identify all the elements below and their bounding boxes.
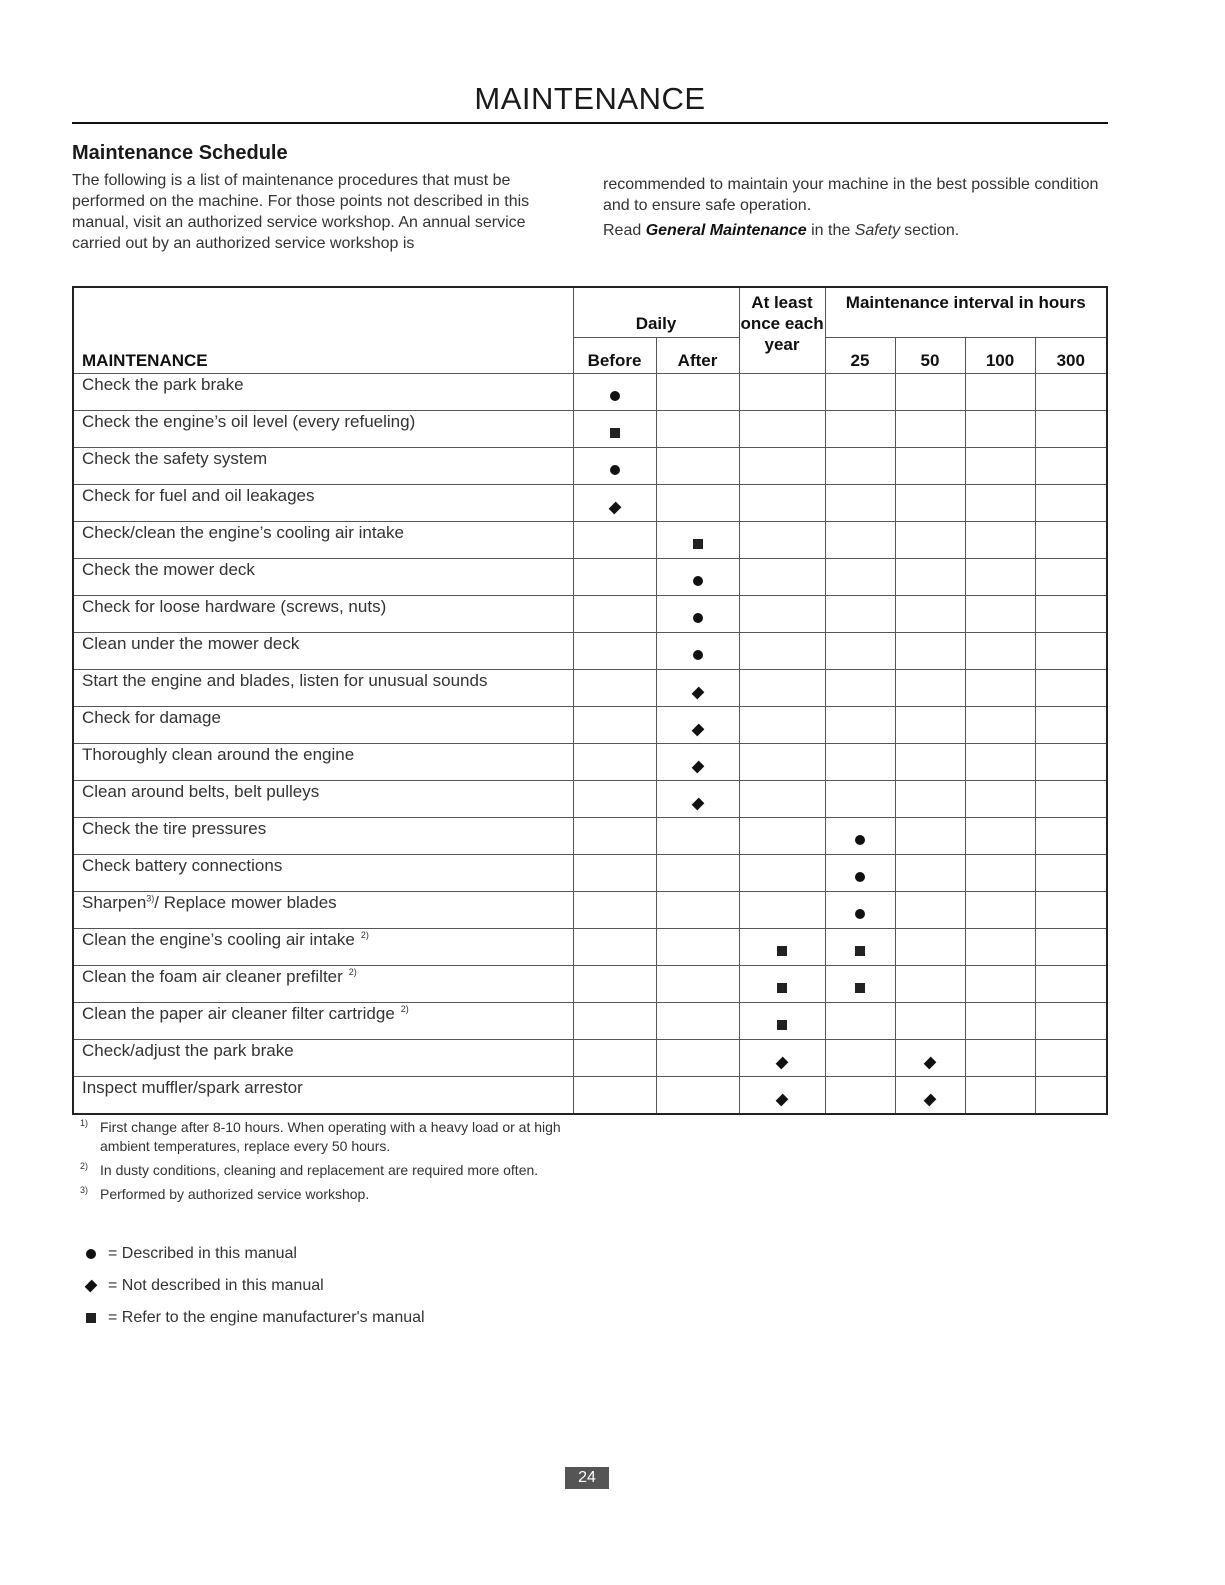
schedule-cell — [739, 1002, 825, 1039]
square-icon — [855, 983, 865, 993]
schedule-cell — [965, 891, 1035, 928]
schedule-cell — [739, 632, 825, 669]
circle-icon — [610, 391, 620, 401]
task-cell — [73, 1039, 573, 1076]
schedule-cell — [895, 447, 965, 484]
table-row — [73, 521, 1107, 558]
schedule-cell — [895, 854, 965, 891]
read-prefix: Read — [603, 222, 642, 239]
square-icon — [610, 428, 620, 438]
schedule-cell — [895, 632, 965, 669]
schedule-cell — [895, 780, 965, 817]
schedule-cell — [656, 632, 739, 669]
schedule-cell — [656, 1039, 739, 1076]
schedule-cell — [573, 928, 656, 965]
table-row — [73, 928, 1107, 965]
table-row — [73, 410, 1107, 447]
schedule-cell — [739, 928, 825, 965]
intro-text-right — [603, 174, 1108, 241]
diamond-icon — [924, 1093, 937, 1106]
task-cell — [73, 447, 573, 484]
schedule-cell — [1035, 447, 1107, 484]
schedule-cell — [656, 706, 739, 743]
schedule-cell — [895, 373, 965, 410]
schedule-cell — [965, 928, 1035, 965]
task-label: Clean the engine’s cooling air intake — [82, 929, 355, 949]
schedule-cell — [656, 373, 739, 410]
schedule-cell — [825, 706, 895, 743]
schedule-cell — [895, 1076, 965, 1114]
schedule-cell — [573, 521, 656, 558]
legend-text: = Refer to the engine manufacturer's manual — [108, 1309, 425, 1326]
schedule-cell — [573, 595, 656, 632]
task-cell — [73, 1076, 573, 1114]
footnote-text: First change after 8-10 hours. When operating with a heavy load or at high ambient temperatures, replace every 50 hours. — [100, 1119, 561, 1154]
task-cell — [73, 780, 573, 817]
task-cell — [73, 558, 573, 595]
task-cell — [73, 817, 573, 854]
schedule-cell — [1035, 928, 1107, 965]
schedule-cell — [965, 632, 1035, 669]
schedule-cell — [965, 410, 1035, 447]
schedule-cell — [825, 669, 895, 706]
schedule-cell — [825, 891, 895, 928]
diamond-icon — [691, 797, 704, 810]
circle-icon — [855, 872, 865, 882]
legend-described — [82, 1238, 425, 1270]
schedule-cell — [965, 1076, 1035, 1114]
schedule-cell — [739, 965, 825, 1002]
schedule-cell — [1035, 373, 1107, 410]
schedule-cell — [825, 817, 895, 854]
circle-icon — [693, 613, 703, 623]
diamond-icon — [776, 1056, 789, 1069]
schedule-cell — [739, 780, 825, 817]
task-label: Inspect muffler/spark arrestor — [82, 1077, 303, 1097]
schedule-cell — [1035, 965, 1107, 1002]
task-label: Check the engine’s oil level (every refueling) — [82, 411, 416, 431]
schedule-cell — [1035, 558, 1107, 595]
schedule-cell — [656, 891, 739, 928]
title-divider — [72, 122, 1108, 124]
task-label: Check for damage — [82, 707, 221, 727]
schedule-cell — [573, 706, 656, 743]
header-once-a-year: At least once each year — [739, 287, 825, 373]
task-label: Sharpen — [82, 892, 147, 912]
table-row — [73, 854, 1107, 891]
table-row — [73, 965, 1107, 1002]
square-icon — [777, 983, 787, 993]
diamond-icon — [691, 760, 704, 773]
task-cell — [73, 928, 573, 965]
table-row — [73, 447, 1107, 484]
schedule-cell — [1035, 410, 1107, 447]
schedule-cell — [825, 1039, 895, 1076]
schedule-cell — [739, 595, 825, 632]
header-blank — [73, 287, 573, 337]
schedule-cell — [895, 965, 965, 1002]
schedule-cell — [1035, 669, 1107, 706]
schedule-cell — [825, 928, 895, 965]
table-row — [73, 817, 1107, 854]
schedule-cell — [656, 780, 739, 817]
schedule-cell — [656, 521, 739, 558]
schedule-cell — [573, 854, 656, 891]
schedule-cell — [739, 891, 825, 928]
task-cell — [73, 965, 573, 1002]
schedule-cell — [825, 854, 895, 891]
task-cell — [73, 854, 573, 891]
schedule-cell — [825, 373, 895, 410]
task-cell — [73, 1002, 573, 1039]
section-heading: Maintenance Schedule — [72, 142, 288, 164]
table-row — [73, 1039, 1107, 1076]
schedule-cell — [739, 743, 825, 780]
header-maintenance-interval: Maintenance interval in hours — [825, 287, 1107, 337]
schedule-cell — [965, 1039, 1035, 1076]
header-100-hours: 100 — [965, 337, 1035, 373]
schedule-cell — [1035, 632, 1107, 669]
task-label: Check the mower deck — [82, 559, 255, 579]
read-middle: in the — [811, 222, 851, 239]
schedule-cell — [656, 965, 739, 1002]
circle-icon — [610, 465, 620, 475]
schedule-cell — [825, 558, 895, 595]
header-maintenance: MAINTENANCE — [73, 337, 573, 373]
header-25-hours: 25 — [825, 337, 895, 373]
schedule-cell — [656, 854, 739, 891]
schedule-cell — [739, 1039, 825, 1076]
footnote-ref: 2) — [400, 1003, 409, 1014]
general-maintenance-reference: General Maintenance — [645, 222, 807, 239]
schedule-cell — [825, 484, 895, 521]
task-label: Clean under the mower deck — [82, 633, 300, 653]
maintenance-schedule-table — [72, 286, 1108, 1115]
square-icon — [82, 1313, 100, 1323]
task-label-continued: / Replace mower blades — [154, 892, 337, 912]
schedule-cell — [573, 632, 656, 669]
legend-text: = Described in this manual — [108, 1245, 297, 1262]
schedule-body — [73, 373, 1107, 1114]
schedule-cell — [739, 558, 825, 595]
table-row — [73, 1076, 1107, 1114]
schedule-cell — [895, 1039, 965, 1076]
schedule-cell — [739, 706, 825, 743]
schedule-cell — [965, 669, 1035, 706]
schedule-cell — [1035, 706, 1107, 743]
footnote-ref: 3) — [146, 892, 155, 903]
schedule-cell — [573, 447, 656, 484]
schedule-cell — [825, 521, 895, 558]
schedule-cell — [1035, 891, 1107, 928]
circle-icon — [855, 835, 865, 845]
circle-icon — [855, 909, 865, 919]
schedule-cell — [656, 595, 739, 632]
schedule-cell — [573, 484, 656, 521]
schedule-cell — [1035, 595, 1107, 632]
task-label: Clean the foam air cleaner prefilter — [82, 966, 343, 986]
schedule-cell — [1035, 817, 1107, 854]
schedule-cell — [895, 410, 965, 447]
schedule-cell — [965, 595, 1035, 632]
schedule-cell — [739, 854, 825, 891]
schedule-cell — [573, 669, 656, 706]
schedule-cell — [895, 817, 965, 854]
schedule-cell — [965, 817, 1035, 854]
read-suffix: section. — [904, 222, 960, 239]
schedule-cell — [825, 595, 895, 632]
schedule-cell — [1035, 854, 1107, 891]
task-cell — [73, 632, 573, 669]
table-row — [73, 558, 1107, 595]
task-label: Start the engine and blades, listen for unusual sounds — [82, 670, 488, 690]
schedule-cell — [895, 669, 965, 706]
table-row — [73, 706, 1107, 743]
task-label: Check for fuel and oil leakages — [82, 485, 315, 505]
legend-engine-manual — [82, 1302, 425, 1334]
table-row — [73, 484, 1107, 521]
schedule-cell — [825, 1076, 895, 1114]
schedule-cell — [656, 447, 739, 484]
task-label: Check for loose hardware (screws, nuts) — [82, 596, 387, 616]
schedule-cell — [656, 410, 739, 447]
diamond-icon — [776, 1093, 789, 1106]
schedule-cell — [656, 1002, 739, 1039]
schedule-cell — [965, 854, 1035, 891]
header-before: Before — [573, 337, 656, 373]
schedule-cell — [1035, 780, 1107, 817]
schedule-cell — [656, 558, 739, 595]
schedule-cell — [1035, 1076, 1107, 1114]
table-row — [73, 632, 1107, 669]
schedule-cell — [895, 558, 965, 595]
header-300-hours: 300 — [1035, 337, 1107, 373]
footnote-ref: 2) — [348, 966, 357, 977]
footnote-text: In dusty conditions, cleaning and replacement are required more often. — [100, 1162, 539, 1178]
footnote-3 — [78, 1185, 598, 1204]
schedule-cell — [895, 1002, 965, 1039]
schedule-cell — [965, 780, 1035, 817]
schedule-cell — [895, 706, 965, 743]
legend-not-described — [82, 1270, 425, 1302]
task-label: Check the park brake — [82, 374, 244, 394]
footnote-number: 1) — [80, 1118, 89, 1128]
schedule-cell — [573, 817, 656, 854]
symbol-legend — [82, 1238, 425, 1334]
schedule-cell — [573, 1076, 656, 1114]
page-title: MAINTENANCE — [474, 81, 706, 116]
schedule-cell — [739, 521, 825, 558]
table-row — [73, 1002, 1107, 1039]
schedule-cell — [739, 817, 825, 854]
schedule-cell — [965, 373, 1035, 410]
schedule-cell — [1035, 743, 1107, 780]
table-row — [73, 373, 1107, 410]
footnote-ref: 2) — [360, 929, 369, 940]
schedule-cell — [825, 965, 895, 1002]
schedule-cell — [573, 1002, 656, 1039]
schedule-cell — [965, 447, 1035, 484]
schedule-cell — [739, 1076, 825, 1114]
legend-text: = Not described in this manual — [108, 1277, 324, 1294]
schedule-cell — [573, 1039, 656, 1076]
task-cell — [73, 484, 573, 521]
schedule-cell — [573, 373, 656, 410]
schedule-cell — [965, 484, 1035, 521]
intro-read-note — [603, 220, 1108, 241]
task-label: Check/clean the engine’s cooling air intake — [82, 522, 404, 542]
schedule-cell — [656, 1076, 739, 1114]
task-cell — [73, 521, 573, 558]
task-cell — [73, 669, 573, 706]
schedule-cell — [825, 632, 895, 669]
schedule-cell — [895, 891, 965, 928]
schedule-cell — [739, 447, 825, 484]
footnote-number: 2) — [80, 1161, 89, 1171]
task-cell — [73, 743, 573, 780]
schedule-cell — [739, 484, 825, 521]
schedule-cell — [965, 706, 1035, 743]
schedule-cell — [825, 410, 895, 447]
task-cell — [73, 891, 573, 928]
diamond-icon — [608, 501, 621, 514]
circle-icon — [82, 1249, 100, 1259]
schedule-cell — [825, 780, 895, 817]
schedule-cell — [895, 595, 965, 632]
header-50-hours: 50 — [895, 337, 965, 373]
schedule-cell — [739, 410, 825, 447]
schedule-cell — [895, 743, 965, 780]
footnotes — [78, 1118, 598, 1209]
schedule-cell — [1035, 521, 1107, 558]
schedule-cell — [573, 558, 656, 595]
safety-reference: Safety — [854, 222, 901, 239]
task-label: Thoroughly clean around the engine — [82, 744, 355, 764]
square-icon — [693, 539, 703, 549]
task-cell — [73, 595, 573, 632]
footnote-number: 3) — [80, 1185, 89, 1195]
table-row — [73, 669, 1107, 706]
task-label: Check the safety system — [82, 448, 268, 468]
footnote-1 — [78, 1118, 598, 1156]
table-row — [73, 743, 1107, 780]
task-label: Check/adjust the park brake — [82, 1040, 294, 1060]
diamond-icon — [924, 1056, 937, 1069]
circle-icon — [693, 576, 703, 586]
intro-text-left: The following is a list of maintenance procedures that must be performed on the machine. For those points not described in this manual, visit an authorized service workshop. An annual service carried out by an authorized service workshop is — [72, 172, 530, 252]
schedule-cell — [656, 743, 739, 780]
task-label: Check battery connections — [82, 855, 283, 875]
schedule-cell — [739, 373, 825, 410]
diamond-icon — [82, 1282, 100, 1290]
schedule-cell — [1035, 484, 1107, 521]
schedule-cell — [1035, 1002, 1107, 1039]
schedule-cell — [965, 965, 1035, 1002]
schedule-cell — [656, 669, 739, 706]
diamond-icon — [691, 723, 704, 736]
task-cell — [73, 373, 573, 410]
schedule-cell — [573, 891, 656, 928]
schedule-cell — [573, 743, 656, 780]
schedule-cell — [656, 817, 739, 854]
footnote-2 — [78, 1161, 598, 1180]
square-icon — [855, 946, 865, 956]
page-number: 24 — [565, 1467, 609, 1489]
square-icon — [777, 946, 787, 956]
task-cell — [73, 706, 573, 743]
schedule-cell — [825, 447, 895, 484]
diamond-icon — [691, 686, 704, 699]
schedule-cell — [825, 743, 895, 780]
schedule-cell — [895, 521, 965, 558]
schedule-cell — [965, 1002, 1035, 1039]
circle-icon — [693, 650, 703, 660]
header-daily: Daily — [573, 287, 739, 337]
schedule-cell — [825, 1002, 895, 1039]
task-cell — [73, 410, 573, 447]
schedule-cell — [965, 743, 1035, 780]
table-row — [73, 595, 1107, 632]
schedule-cell — [965, 521, 1035, 558]
schedule-cell — [573, 780, 656, 817]
table-row — [73, 780, 1107, 817]
table-row — [73, 891, 1107, 928]
schedule-cell — [739, 669, 825, 706]
task-label: Clean the paper air cleaner filter cartridge — [82, 1003, 395, 1023]
header-after: After — [656, 337, 739, 373]
footnote-text: Performed by authorized service workshop. — [100, 1186, 370, 1202]
schedule-cell — [895, 484, 965, 521]
schedule-cell — [895, 928, 965, 965]
intro-paragraph: recommended to maintain your machine in the best possible condition and to ensure safe operation. — [603, 176, 1099, 214]
schedule-cell — [965, 558, 1035, 595]
schedule-cell — [1035, 1039, 1107, 1076]
schedule-cell — [656, 928, 739, 965]
task-label: Check the tire pressures — [82, 818, 267, 838]
schedule-cell — [573, 965, 656, 1002]
schedule-cell — [573, 410, 656, 447]
schedule-cell — [656, 484, 739, 521]
task-label: Clean around belts, belt pulleys — [82, 781, 320, 801]
square-icon — [777, 1020, 787, 1030]
